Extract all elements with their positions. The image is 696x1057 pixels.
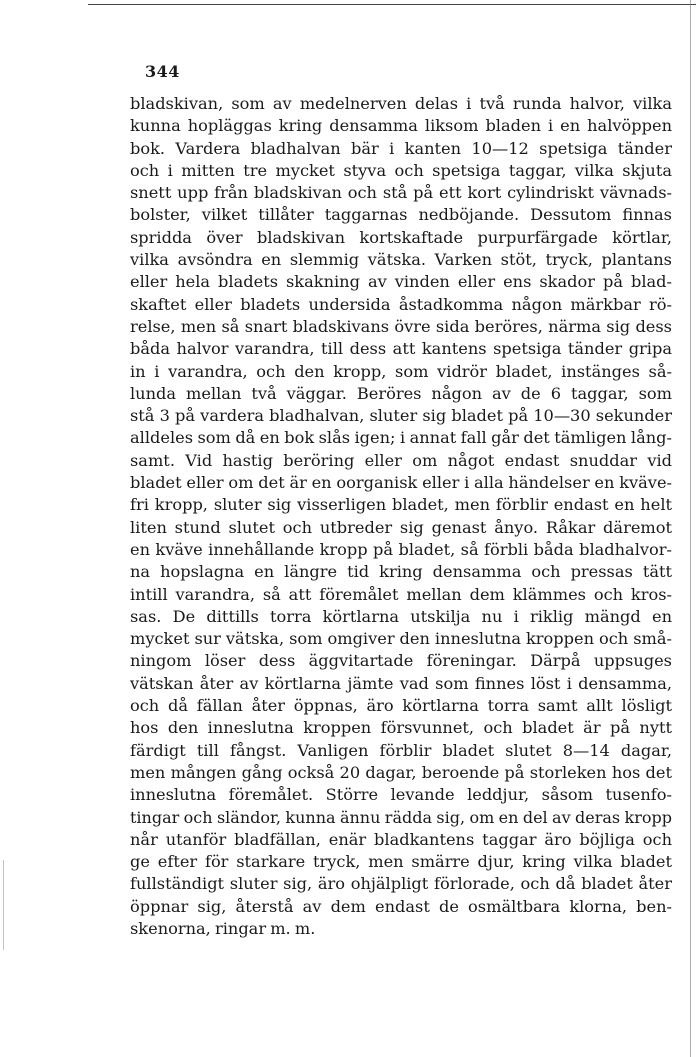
body-text <box>130 93 672 940</box>
scan-edge-right <box>690 0 691 1057</box>
text-line: båda halvor varandra, till dess att kantens spetsiga tänder gripa <box>130 339 672 359</box>
text-line: mycket sur vätska, som omgiver den inneslutna kroppen och små- <box>130 629 672 649</box>
page-number: 344 <box>145 62 180 81</box>
text-line: ge efter för starkare tryck, men smärre djur, kring vilka bladet <box>130 852 672 872</box>
text-line: bladet eller om det är en oorganisk eller i alla händelser en kväve- <box>130 473 672 493</box>
text-line: na hopslagna en längre tid kring densamma och pressas tätt <box>130 562 672 582</box>
text-line: skenorna, ringar m. m. <box>130 918 316 938</box>
text-line: hos den inneslutna kroppen försvunnet, och bladet är på nytt <box>130 718 672 738</box>
text-line: sas. De dittills torra körtlarna utskilja nu i riklig mängd en <box>130 606 672 626</box>
text-line: öppnar sig, återstå av dem endast de osmältbara klorna, ben- <box>130 896 672 916</box>
text-line: skaftet eller bladets undersida åstadkomma någon märkbar rö- <box>130 294 672 314</box>
text-line: vätskan åter av körtlarna jämte vad som finnes löst i densamma, <box>130 673 672 693</box>
text-line: spridda över bladskivan kortskaftade purpurfärgade körtlar, <box>130 227 672 247</box>
text-line: färdigt till fångst. Vanligen förblir bladet slutet 8—14 dagar, <box>130 740 672 760</box>
text-line: ningom löser dess äggvitartade föreningar. Därpå uppsuges <box>130 651 672 671</box>
text-line: och då fällan åter öppnas, äro körtlarna torra samt allt lösligt <box>130 696 672 716</box>
text-line: intill varandra, så att föremålet mellan dem klämmes och kros- <box>130 584 672 604</box>
text-line: fri kropp, sluter sig visserligen bladet, men förblir endast en helt <box>130 495 672 515</box>
text-line: men mången gång också 20 dagar, beroende på storleken hos det <box>130 762 672 782</box>
text-line: bolster, vilket tillåter taggarnas nedböjande. Dessutom finnas <box>130 205 672 225</box>
text-line: snett upp från bladskivan och stå på ett kort cylindriskt vävnads- <box>130 183 672 203</box>
text-line: når utanför bladfällan, enär bladkantens taggar äro böjliga och <box>130 829 672 849</box>
text-line: lunda mellan två väggar. Beröres någon av de 6 taggar, som <box>130 383 672 403</box>
text-line: bladskivan, som av medelnerven delas i två runda halvor, vilka <box>130 94 672 113</box>
text-line: alldeles som då en bok slås igen; i annat fall går det tämligen lång- <box>130 428 672 448</box>
text-line: eller hela bladets skakning av vinden eller ens skador på blad- <box>130 272 672 292</box>
text-line: inneslutna föremålet. Större levande leddjur, såsom tusenfo- <box>130 785 672 805</box>
text-line: in i varandra, och den kropp, som vidrör bladet, instänges så- <box>130 361 672 381</box>
text-line: liten stund slutet och utbreder sig genast ånyo. Råkar däremot <box>130 517 672 537</box>
text-line: bok. Vardera bladhalvan bär i kanten 10—12 spetsiga tänder <box>130 138 672 158</box>
text-line: en kväve innehållande kropp på bladet, så förbli båda bladhalvor- <box>130 539 672 559</box>
scan-edge-top <box>88 4 696 5</box>
text-line: stå 3 på vardera bladhalvan, sluter sig bladet på 10—30 sekunder <box>130 406 672 426</box>
scan-edge-left <box>3 860 4 950</box>
text-line: tingar och sländor, kunna ännu rädda sig, om en del av deras kropp <box>130 807 672 827</box>
text-line: vilka avsöndra en slemmig vätska. Varken stöt, tryck, plantans <box>130 250 672 270</box>
text-line: samt. Vid hastig beröring eller om något endast snuddar vid <box>130 450 672 470</box>
text-line: och i mitten tre mycket styva och spetsiga taggar, vilka skjuta <box>130 160 672 180</box>
text-line: fullständigt sluter sig, äro ohjälpligt förlorade, och då bladet åter <box>130 874 672 894</box>
text-line: kunna hopläggas kring densamma liksom bladen i en halvöppen <box>130 116 672 136</box>
text-line: relse, men så snart bladskivans övre sida beröres, närma sig dess <box>130 316 672 336</box>
